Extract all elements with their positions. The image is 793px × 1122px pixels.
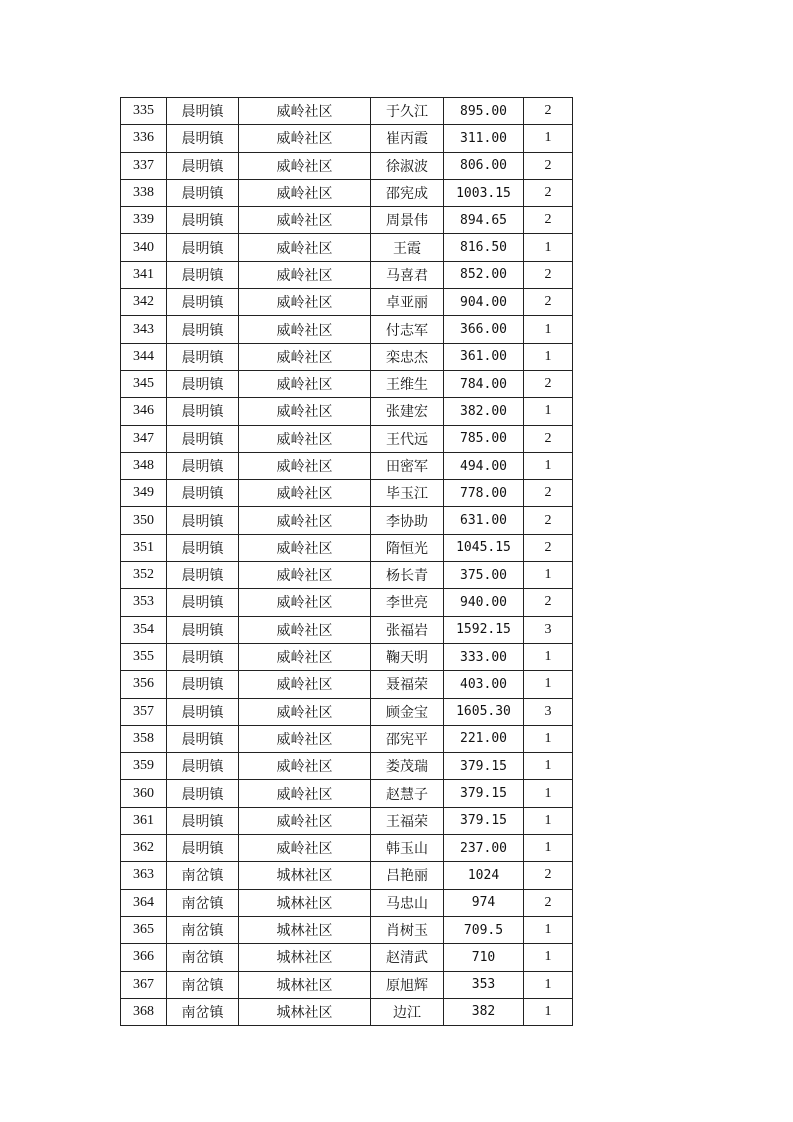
community-cell: 威岭社区 [239,370,371,397]
household-count-cell: 2 [524,179,573,206]
person-name-cell: 赵清武 [371,944,444,971]
row-number-cell: 342 [121,289,167,316]
town-cell: 晨明镇 [167,698,239,725]
row-number-cell: 358 [121,725,167,752]
household-count-cell: 2 [524,889,573,916]
table-row [121,234,573,261]
table-row [121,125,573,152]
community-cell: 城林社区 [239,971,371,998]
table-row [121,534,573,561]
town-cell: 晨明镇 [167,725,239,752]
community-cell: 威岭社区 [239,152,371,179]
town-cell: 晨明镇 [167,152,239,179]
person-name-cell: 王代远 [371,425,444,452]
amount-cell: 379.15 [444,807,524,834]
row-number-cell: 337 [121,152,167,179]
town-cell: 晨明镇 [167,370,239,397]
community-cell: 威岭社区 [239,452,371,479]
community-cell: 威岭社区 [239,780,371,807]
row-number-cell: 357 [121,698,167,725]
community-cell: 威岭社区 [239,671,371,698]
household-count-cell: 2 [524,534,573,561]
table-row [121,889,573,916]
table-row [121,835,573,862]
community-cell: 威岭社区 [239,207,371,234]
household-count-cell: 2 [524,425,573,452]
amount-cell: 940.00 [444,589,524,616]
row-number-cell: 353 [121,589,167,616]
community-cell: 威岭社区 [239,316,371,343]
household-count-cell: 1 [524,398,573,425]
row-number-cell: 339 [121,207,167,234]
amount-cell: 379.15 [444,780,524,807]
amount-cell: 904.00 [444,289,524,316]
town-cell: 南岔镇 [167,971,239,998]
table-row [121,98,573,125]
table-row [121,643,573,670]
community-cell: 威岭社区 [239,807,371,834]
table-row [121,207,573,234]
town-cell: 晨明镇 [167,807,239,834]
person-name-cell: 吕艳丽 [371,862,444,889]
row-number-cell: 349 [121,480,167,507]
person-name-cell: 赵慧子 [371,780,444,807]
person-name-cell: 周景伟 [371,207,444,234]
person-name-cell: 田密军 [371,452,444,479]
household-count-cell: 1 [524,807,573,834]
row-number-cell: 347 [121,425,167,452]
person-name-cell: 栾忠杰 [371,343,444,370]
person-name-cell: 卓亚丽 [371,289,444,316]
table-row [121,398,573,425]
table-row [121,807,573,834]
amount-cell: 1024 [444,862,524,889]
row-number-cell: 350 [121,507,167,534]
table-row [121,261,573,288]
row-number-cell: 363 [121,862,167,889]
town-cell: 南岔镇 [167,862,239,889]
table-row [121,316,573,343]
amount-cell: 1605.30 [444,698,524,725]
row-number-cell: 340 [121,234,167,261]
town-cell: 晨明镇 [167,398,239,425]
row-number-cell: 344 [121,343,167,370]
household-count-cell: 1 [524,452,573,479]
amount-cell: 366.00 [444,316,524,343]
records-table [120,97,573,1026]
row-number-cell: 338 [121,179,167,206]
household-count-cell: 1 [524,725,573,752]
town-cell: 南岔镇 [167,944,239,971]
community-cell: 威岭社区 [239,589,371,616]
community-cell: 威岭社区 [239,835,371,862]
amount-cell: 382.00 [444,398,524,425]
amount-cell: 710 [444,944,524,971]
town-cell: 晨明镇 [167,234,239,261]
row-number-cell: 367 [121,971,167,998]
amount-cell: 852.00 [444,261,524,288]
amount-cell: 382 [444,998,524,1025]
table-row [121,343,573,370]
household-count-cell: 1 [524,343,573,370]
town-cell: 晨明镇 [167,125,239,152]
town-cell: 南岔镇 [167,998,239,1025]
amount-cell: 778.00 [444,480,524,507]
table-row [121,916,573,943]
person-name-cell: 毕玉江 [371,480,444,507]
amount-cell: 379.15 [444,753,524,780]
household-count-cell: 3 [524,698,573,725]
row-number-cell: 345 [121,370,167,397]
town-cell: 晨明镇 [167,562,239,589]
community-cell: 威岭社区 [239,480,371,507]
amount-cell: 1592.15 [444,616,524,643]
community-cell: 威岭社区 [239,725,371,752]
community-cell: 城林社区 [239,916,371,943]
row-number-cell: 368 [121,998,167,1025]
community-cell: 威岭社区 [239,534,371,561]
household-count-cell: 2 [524,152,573,179]
person-name-cell: 马忠山 [371,889,444,916]
amount-cell: 221.00 [444,725,524,752]
person-name-cell: 付志军 [371,316,444,343]
household-count-cell: 1 [524,125,573,152]
amount-cell: 403.00 [444,671,524,698]
amount-cell: 974 [444,889,524,916]
amount-cell: 806.00 [444,152,524,179]
person-name-cell: 张福岩 [371,616,444,643]
town-cell: 晨明镇 [167,316,239,343]
table-row [121,780,573,807]
town-cell: 晨明镇 [167,425,239,452]
amount-cell: 333.00 [444,643,524,670]
town-cell: 晨明镇 [167,98,239,125]
table-row [121,616,573,643]
household-count-cell: 2 [524,589,573,616]
amount-cell: 894.65 [444,207,524,234]
household-count-cell: 1 [524,916,573,943]
town-cell: 晨明镇 [167,643,239,670]
household-count-cell: 1 [524,316,573,343]
household-count-cell: 2 [524,507,573,534]
community-cell: 威岭社区 [239,179,371,206]
table-row [121,971,573,998]
person-name-cell: 张建宏 [371,398,444,425]
row-number-cell: 365 [121,916,167,943]
community-cell: 威岭社区 [239,98,371,125]
town-cell: 晨明镇 [167,452,239,479]
table-row [121,152,573,179]
amount-cell: 895.00 [444,98,524,125]
table-row [121,179,573,206]
community-cell: 威岭社区 [239,234,371,261]
row-number-cell: 354 [121,616,167,643]
town-cell: 晨明镇 [167,179,239,206]
community-cell: 威岭社区 [239,562,371,589]
person-name-cell: 肖树玉 [371,916,444,943]
person-name-cell: 徐淑波 [371,152,444,179]
household-count-cell: 2 [524,480,573,507]
amount-cell: 785.00 [444,425,524,452]
amount-cell: 361.00 [444,343,524,370]
community-cell: 威岭社区 [239,616,371,643]
community-cell: 威岭社区 [239,507,371,534]
community-cell: 威岭社区 [239,753,371,780]
household-count-cell: 1 [524,944,573,971]
town-cell: 晨明镇 [167,780,239,807]
town-cell: 晨明镇 [167,480,239,507]
row-number-cell: 335 [121,98,167,125]
town-cell: 晨明镇 [167,753,239,780]
community-cell: 威岭社区 [239,343,371,370]
table-row [121,698,573,725]
community-cell: 威岭社区 [239,698,371,725]
amount-cell: 709.5 [444,916,524,943]
town-cell: 南岔镇 [167,889,239,916]
community-cell: 城林社区 [239,998,371,1025]
person-name-cell: 鞠天明 [371,643,444,670]
household-count-cell: 1 [524,971,573,998]
town-cell: 晨明镇 [167,261,239,288]
amount-cell: 816.50 [444,234,524,261]
community-cell: 威岭社区 [239,425,371,452]
person-name-cell: 邵宪成 [371,179,444,206]
row-number-cell: 355 [121,643,167,670]
person-name-cell: 隋恒光 [371,534,444,561]
amount-cell: 631.00 [444,507,524,534]
person-name-cell: 聂福荣 [371,671,444,698]
records-table-body [121,98,573,1026]
household-count-cell: 2 [524,862,573,889]
town-cell: 晨明镇 [167,343,239,370]
person-name-cell: 马喜君 [371,261,444,288]
household-count-cell: 1 [524,643,573,670]
row-number-cell: 364 [121,889,167,916]
town-cell: 晨明镇 [167,534,239,561]
household-count-cell: 1 [524,835,573,862]
amount-cell: 237.00 [444,835,524,862]
community-cell: 威岭社区 [239,643,371,670]
row-number-cell: 343 [121,316,167,343]
household-count-cell: 2 [524,289,573,316]
town-cell: 晨明镇 [167,289,239,316]
table-row [121,425,573,452]
household-count-cell: 1 [524,753,573,780]
person-name-cell: 王福荣 [371,807,444,834]
person-name-cell: 李世亮 [371,589,444,616]
amount-cell: 311.00 [444,125,524,152]
row-number-cell: 352 [121,562,167,589]
table-row [121,944,573,971]
household-count-cell: 2 [524,370,573,397]
table-row [121,671,573,698]
row-number-cell: 356 [121,671,167,698]
community-cell: 威岭社区 [239,289,371,316]
row-number-cell: 346 [121,398,167,425]
person-name-cell: 杨长青 [371,562,444,589]
town-cell: 晨明镇 [167,671,239,698]
community-cell: 威岭社区 [239,125,371,152]
person-name-cell: 王维生 [371,370,444,397]
community-cell: 城林社区 [239,862,371,889]
table-row [121,562,573,589]
person-name-cell: 王霞 [371,234,444,261]
table-row [121,452,573,479]
row-number-cell: 366 [121,944,167,971]
table-row [121,289,573,316]
person-name-cell: 顾金宝 [371,698,444,725]
town-cell: 南岔镇 [167,916,239,943]
community-cell: 威岭社区 [239,398,371,425]
amount-cell: 1045.15 [444,534,524,561]
person-name-cell: 娄茂瑞 [371,753,444,780]
row-number-cell: 360 [121,780,167,807]
row-number-cell: 348 [121,452,167,479]
person-name-cell: 韩玉山 [371,835,444,862]
household-count-cell: 2 [524,261,573,288]
town-cell: 晨明镇 [167,835,239,862]
person-name-cell: 崔丙霞 [371,125,444,152]
community-cell: 威岭社区 [239,261,371,288]
row-number-cell: 362 [121,835,167,862]
row-number-cell: 336 [121,125,167,152]
amount-cell: 784.00 [444,370,524,397]
person-name-cell: 原旭辉 [371,971,444,998]
person-name-cell: 边江 [371,998,444,1025]
table-row [121,725,573,752]
person-name-cell: 李协助 [371,507,444,534]
row-number-cell: 351 [121,534,167,561]
table-row [121,507,573,534]
community-cell: 城林社区 [239,889,371,916]
community-cell: 城林社区 [239,944,371,971]
amount-cell: 375.00 [444,562,524,589]
table-row [121,862,573,889]
household-count-cell: 2 [524,98,573,125]
table-row [121,998,573,1025]
amount-cell: 353 [444,971,524,998]
row-number-cell: 361 [121,807,167,834]
person-name-cell: 邵宪平 [371,725,444,752]
town-cell: 晨明镇 [167,507,239,534]
table-row [121,480,573,507]
household-count-cell: 1 [524,671,573,698]
table-row [121,589,573,616]
amount-cell: 494.00 [444,452,524,479]
town-cell: 晨明镇 [167,207,239,234]
household-count-cell: 2 [524,207,573,234]
household-count-cell: 1 [524,562,573,589]
table-row [121,753,573,780]
household-count-cell: 3 [524,616,573,643]
amount-cell: 1003.15 [444,179,524,206]
town-cell: 晨明镇 [167,589,239,616]
household-count-cell: 1 [524,780,573,807]
table-row [121,370,573,397]
person-name-cell: 于久江 [371,98,444,125]
row-number-cell: 359 [121,753,167,780]
row-number-cell: 341 [121,261,167,288]
household-count-cell: 1 [524,998,573,1025]
town-cell: 晨明镇 [167,616,239,643]
household-count-cell: 1 [524,234,573,261]
